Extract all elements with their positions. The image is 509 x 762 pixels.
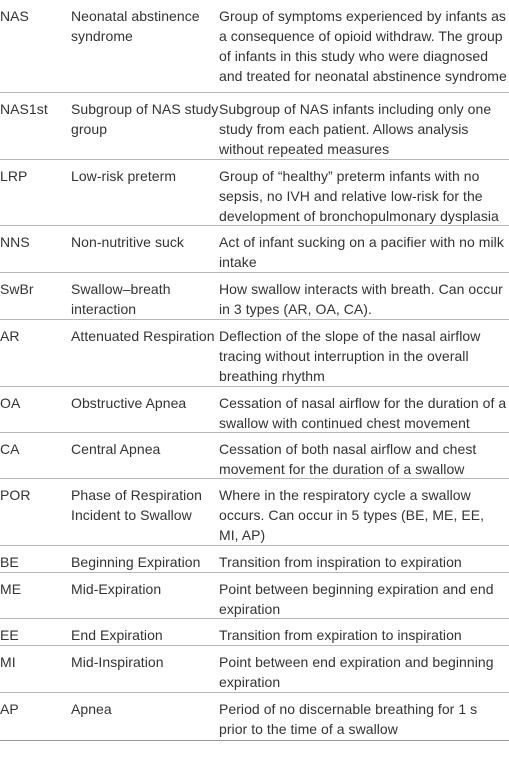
definition-cell: Subgroup of NAS infants including only one study from each patient. Allows analysis without repeated measures [219,101,492,157]
table-row [0,320,509,387]
table-row [0,387,509,433]
term-cell: Subgroup of NAS study group [71,101,219,137]
table-row [0,693,509,741]
term-cell: Central Apnea [71,441,161,457]
definition-cell: Point between end expiration and beginning expiration [219,654,494,690]
table-row [0,619,509,646]
abbreviation-cell: CA [0,441,20,457]
definition-cell: Deflection of the slope of the nasal airflow tracing without interruption in the overall breathing rhythm [219,328,481,384]
definition-cell: Period of no discernable breathing for 1 s prior to the time of a swallow [219,701,478,737]
abbreviation-cell: SwBr [0,281,34,297]
table-row [0,0,509,93]
abbreviation-cell: NAS [0,8,29,24]
definition-cell: Transition from expiration to inspiration [219,627,462,643]
definition-cell: Group of symptoms experienced by infants as a consequence of opioid withdraw. The group of infants in this study who were diagnosed and treated for neonatal abstinence syndrome [219,8,507,84]
table-row [0,573,509,619]
abbreviation-cell: AP [0,701,19,717]
table-row [0,646,509,693]
term-cell: Beginning Expiration [71,554,201,570]
table-row [0,226,509,273]
term-cell: Apnea [71,701,112,717]
abbreviation-cell: AR [0,328,20,344]
definition-cell: Act of infant sucking on a pacifier with no milk intake [219,234,504,270]
table-row [0,160,509,226]
definition-cell: Cessation of nasal airflow for the duration of a swallow with continued chest movement [219,395,507,431]
table-row [0,546,509,573]
term-cell: Mid-Expiration [71,581,162,597]
abbreviation-cell: POR [0,487,31,503]
term-cell: Low-risk preterm [71,168,177,184]
term-cell: End Expiration [71,627,163,643]
abbreviation-cell: EE [0,627,19,643]
term-cell: Mid-Inspiration [71,654,164,670]
definition-cell: Cessation of both nasal airflow and chest movement for the duration of a swallow [219,441,477,477]
abbreviation-cell: OA [0,395,21,411]
table-row [0,273,509,320]
table-row [0,433,509,479]
table-row [0,479,509,546]
term-cell: Swallow–breath interaction [71,281,171,317]
abbreviation-cell: LRP [0,168,28,184]
abbreviation-cell: BE [0,554,19,570]
term-cell: Neonatal abstinence syndrome [71,8,200,44]
abbreviation-cell: NAS1st [0,101,48,117]
abbreviation-cell: MI [0,654,16,670]
definition-cell: Group of “healthy” preterm infants with no sepsis, no IVH and relative low-risk for the development of bronchopulmonary dysplasia [219,168,499,224]
term-cell: Attenuated Respiration [71,328,215,344]
term-cell: Phase of Respiration Incident to Swallow [71,487,202,523]
term-cell: Non-nutritive suck [71,234,184,250]
definition-cell: Where in the respiratory cycle a swallow occurs. Can occur in 5 types (BE, ME, EE, MI, AP) [219,487,485,543]
abbreviation-cell: ME [0,581,22,597]
table-row [0,93,509,160]
definition-cell: Transition from inspiration to expiration [219,554,462,570]
definition-cell: How swallow interacts with breath. Can occur in 3 types (AR, OA, CA). [219,281,503,317]
abbreviation-cell: NNS [0,234,30,250]
definition-cell: Point between beginning expiration and end expiration [219,581,494,617]
term-cell: Obstructive Apnea [71,395,187,411]
